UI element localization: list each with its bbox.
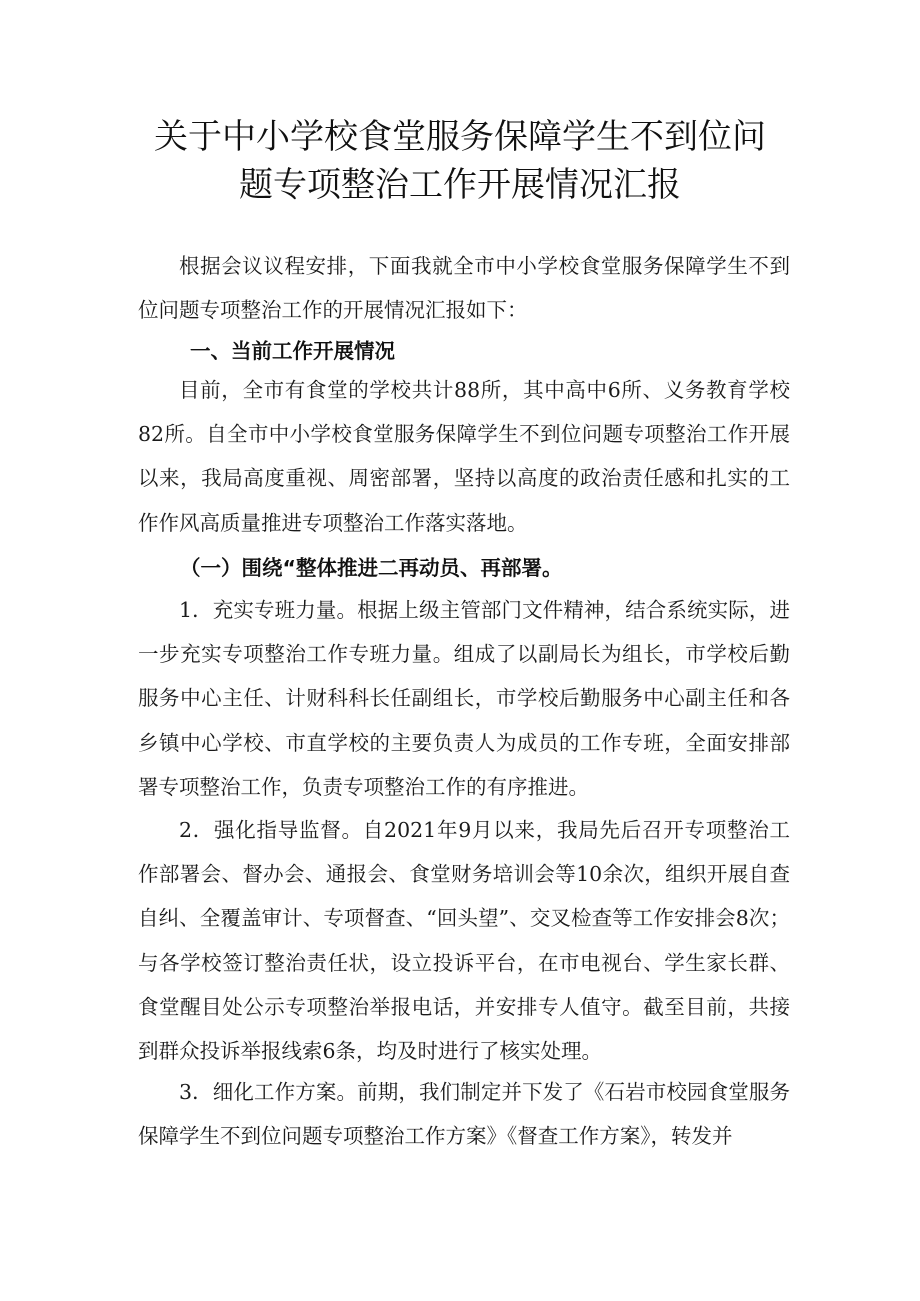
section-1-heading: 一、当前工作开展情况 <box>190 339 395 363</box>
section-1-paragraph: 目前，全市有食堂的学校共计88所，其中高中6所、义务教育学校82所。自全市中小学校食堂服务保障学生不到位问题专项整治工作开展以来，我局高度重视、周密部署，坚持以高度的政治责任感和扎实的工作作风高质量推进专项整治工作落实落地。 <box>138 378 790 535</box>
document-title-line-1: 关于中小学校食堂服务保障学生不到位问 <box>154 117 766 157</box>
intro-paragraph: 根据会议议程安排，下面我就全市中小学校食堂服务保障学生不到位问题专项整治工作的开展情况汇报如下： <box>138 254 790 323</box>
item-1-paragraph: 1．充实专班力量。根据上级主管部门文件精神，结合系统实际，进一步充实专项整治工作专班力量。组成了以副局长为组长，市学校后勤服务中心主任、计财科科长任副组长，市学校后勤服务中心副主任和各乡镇中心学校、市直学校的主要负责人为成员的工作专班，全面安排部署专项整治工作，负责专项整治工作的有序推进。 <box>138 598 790 799</box>
document-title-line-2: 题专项整治工作开展情况汇报 <box>239 165 681 205</box>
item-3-paragraph: 3．细化工作方案。前期，我们制定并下发了《石岩市校园食堂服务保障学生不到位问题专项整治工作方案》《督查工作方案》，转发并 <box>138 1080 790 1149</box>
subsection-1-heading: （一）围绕“整体推进二再动员、再部署。 <box>180 556 563 580</box>
item-2-paragraph: 2．强化指导监督。自2021年9月以来，我局先后召开专项整治工作部署会、督办会、通报会、食堂财务培训会等10余次，组织开展自查自纠、全覆盖审计、专项督查、“回头望”、交叉检查等工作安排会8次；与各学校签订整治责任状，设立投诉平台，在市电视台、学生家长群、食堂醒目处公示专项整治举报电话，并安排专人值守。截至目前，共接到群众投诉举报线索6条，均及时进行了核实处理。 <box>138 818 790 1064</box>
